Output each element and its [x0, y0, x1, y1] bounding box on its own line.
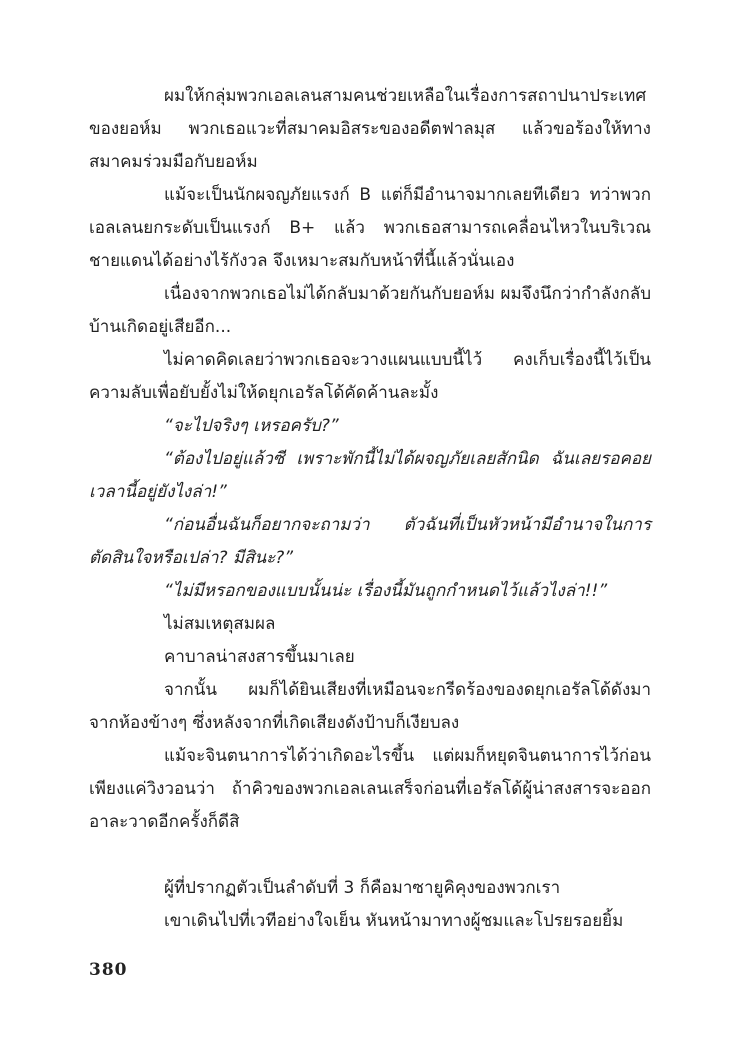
paragraph: แม้จะจินตนาการได้ว่าเกิดอะไรขึ้น แต่ผมก็หยุดจินตนาการไว้ก่อนเพียงแค่วิงวอนว่า ถ้าคิวของพวกเอลเลนเสร็จก่อนที่เอรัลโด้ผู้น่าสงสารจะออกอาละวาดอีกครั้งก็ดีสิ	[89, 746, 651, 832]
dialogue-line: “ไม่มีหรอกของแบบนั้นน่ะ เรื่องนี้มันถูกกำหนดไว้แล้วไงล่า!!”	[164, 581, 608, 601]
paragraph: ไม่คาดคิดเลยว่าพวกเธอจะวางแผนแบบนี้ไว้ คงเก็บเรื่องนี้ไว้เป็นความลับเพื่อยับยั้งไม่ให้ดยุกเอรัลโด้คัดค้านละมั้ง	[89, 350, 651, 403]
page-number: 380	[89, 960, 128, 980]
dialogue-line: “ต้องไปอยู่แล้วซี เพราะพักนี้ไม่ได้ผจญภัยเลยสักนิด ฉันเลยรอคอยเวลานี้อยู่ยังไงล่า!”	[89, 449, 651, 502]
paragraph: แม้จะเป็นนักผจญภัยแรงก์ B แต่ก็มีอำนาจมากเลยทีเดียว ทว่าพวกเอลเลนยกระดับเป็นแรงก์ B+ แล้ว พวกเธอสามารถเคลื่อนไหวในบริเวณชายแดนได้อย่างไร้กังวล จึงเหมาะสมกับหน้าที่นี้แล้วนั่นเอง	[89, 185, 651, 271]
paragraph: ผู้ที่ปรากฏตัวเป็นลำดับที่ 3 ก็คือมาซายูคิคุงของพวกเรา	[164, 878, 561, 898]
section-break	[89, 839, 651, 872]
paragraph: จากนั้น ผมก็ได้ยินเสียงที่เหมือนจะกรีดร้องของดยุกเอรัลโด้ดังมาจากห้องข้างๆ ซึ่งหลังจากที่เกิดเสียงดังป้าบก็เงียบลง	[89, 680, 651, 733]
paragraph: เนื่องจากพวกเธอไม่ได้กลับมาด้วยกันกับยอห์ม ผมจึงนึกว่ากำลังกลับบ้านเกิดอยู่เสียอีก...	[89, 284, 651, 337]
dialogue-line: “ก่อนอื่นฉันก็อยากจะถามว่า ตัวฉันที่เป็นหัวหน้ามีอำนาจในการตัดสินใจหรือเปล่า? มีสินะ?”	[89, 515, 651, 568]
paragraph: เขาเดินไปที่เวทีอย่างใจเย็น หันหน้ามาทางผู้ชมและโปรยรอยยิ้ม	[164, 911, 624, 931]
dialogue-line: “จะไปจริงๆ เหรอครับ?”	[164, 416, 339, 436]
paragraph: ไม่สมเหตุสมผล	[164, 614, 276, 634]
paragraph: คาบาลน่าสงสารขึ้นมาเลย	[164, 647, 355, 667]
paragraph: ผมให้กลุ่มพวกเอลเลนสามคนช่วยเหลือในเรื่องการสถาปนาประเทศของยอห์ม พวกเธอแวะที่สมาคมอิสระของอดีตฟาลมุส แล้วขอร้องให้ทางสมาคมร่วมมือกับยอห์ม	[89, 86, 651, 172]
page-body-text	[89, 80, 651, 938]
